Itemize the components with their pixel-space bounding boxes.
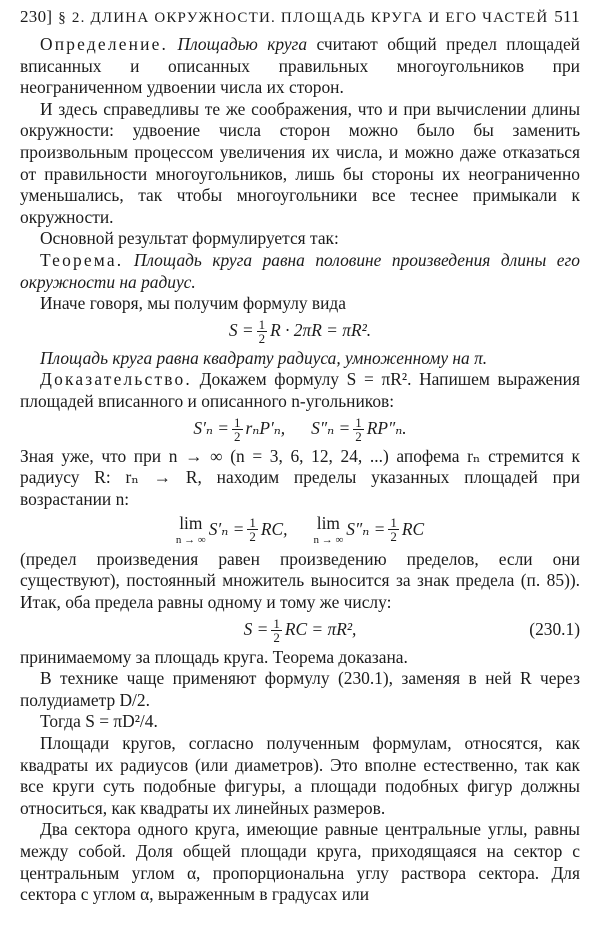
definition-label: Определение. [40, 34, 169, 54]
formula-area [20, 318, 580, 345]
fraction-half [257, 318, 268, 345]
paragraph-8: Тогда S = πD²/4. [40, 711, 158, 732]
inscribed-lhs: S′ₙ = [193, 418, 230, 439]
formula-area-lhs: S = [228, 320, 254, 341]
fraction-half [271, 617, 282, 644]
fraction-denominator: 2 [273, 629, 280, 645]
fraction-numerator: 1 [234, 414, 241, 430]
circumscribed-rhs: RP″ₙ. [366, 418, 407, 439]
proof-text: Докажем формулу S = πR². Напишем выражения площадей вписанного и описанного n-угольников: [20, 369, 580, 411]
limit-circumscribed-rhs: RC [401, 518, 425, 539]
paragraph-7: В технике чаще применяют формулу (230.1), заменяя в ней R через полудиаметр D/2. [20, 668, 580, 710]
formula-final-rhs: RC = πR², [284, 619, 357, 640]
limit-subscript: n → ∞ [313, 533, 344, 546]
fraction-numerator: 1 [390, 515, 397, 531]
fraction-numerator: 1 [249, 515, 256, 531]
proof-label: Доказательство. [40, 369, 192, 390]
italic-statement-text: Площадь круга равна квадрату радиуса, умноженному на π. [40, 347, 488, 368]
section-number: 230] [20, 7, 53, 26]
limit-circumscribed-lhs: S″ₙ = [346, 518, 386, 539]
fraction-half [353, 416, 364, 443]
paragraph-5: (предел произведения равен произведению пределов, если они существуют), постоянный множитель выносится за знак предела (п. 85)). Итак, оба предела равны одному и тому же числу: [20, 548, 580, 613]
circumscribed-lhs: S″ₙ = [311, 418, 351, 439]
definition-paragraph [20, 34, 580, 99]
fraction-numerator: 1 [258, 316, 266, 332]
limit-operator [313, 513, 343, 546]
formula-230-1 [20, 617, 580, 644]
limit-inscribed-lhs: S′ₙ = [208, 518, 245, 539]
fraction-denominator: 2 [234, 428, 241, 444]
paragraph-6: принимаемому за площадь круга. Теорема доказана. [20, 646, 408, 667]
theorem-label: Теорема. [40, 249, 124, 270]
theorem-text: Площадь круга равна половине произведения длины его окружности на радиус. [20, 249, 580, 292]
limit-subscript: n → ∞ [175, 533, 206, 546]
paragraph-2: Основной результат формулируется так: [40, 228, 339, 249]
fraction-half [232, 416, 243, 443]
equation-number: (230.1) [529, 619, 580, 640]
formula-limits [20, 513, 580, 546]
definition-text: считают общий предел площадей вписанных и описанных правильных многоугольников при неограниченном удвоении числа их сторон. [20, 34, 580, 98]
fraction-denominator: 2 [390, 529, 397, 545]
running-header [20, 6, 580, 34]
page-number: 511 [554, 7, 580, 26]
italic-statement [20, 348, 580, 370]
fraction-half [247, 516, 258, 543]
paragraph-4: Зная уже, что при n → ∞ (n = 3, 6, 12, 24, ...) апофема rₙ стремится к радиусу R: rₙ → R, находим пределы указанных площадей при возрастании n: [20, 445, 580, 509]
inscribed-rhs: rₙP′ₙ, [245, 418, 286, 439]
formula-polygon-areas [20, 416, 580, 443]
fraction-denominator: 2 [249, 529, 256, 545]
limit-inscribed-rhs: RC, [260, 518, 288, 539]
fraction-denominator: 2 [355, 428, 362, 444]
paragraph-3: Иначе говоря, мы получим формулу вида [40, 293, 346, 314]
limit-word: lim [316, 513, 340, 534]
fraction-numerator: 1 [273, 615, 280, 631]
paragraph-9: Площади кругов, согласно полученным формулам, относятся, как квадраты их радиусов (или диаметров). Это вполне естественно, так как все круги суть подобные фигуры, а площади подобных фигур должны относиться, как квадраты их линейных размеров. [20, 733, 580, 818]
theorem-paragraph [20, 250, 580, 293]
fraction-half [388, 516, 399, 543]
limit-word: lim [179, 513, 203, 534]
limit-operator [176, 513, 206, 546]
formula-area-rhs: R · 2πR = πR². [270, 320, 372, 341]
formula-final-lhs: S = [243, 619, 269, 640]
definition-term: Площадью круга [177, 34, 308, 54]
proof-paragraph [20, 369, 580, 412]
fraction-numerator: 1 [355, 414, 362, 430]
paragraph-10: Два сектора одного круга, имеющие равные центральные углы, равны между собой. Доля общей площади круга, приходящаяся на сектор с центральным углом α, пропорциональна углу раствора сектора. Для сектора с углом α, выраженным в градусах или [20, 819, 580, 905]
fraction-denominator: 2 [258, 330, 266, 346]
paragraph-1: И здесь справедливы те же соображения, что и при вычислении длины окружности: удвоение числа сторон можно было бы заменить произвольным процессом увеличения их числа, и можно даже отказаться от правильности многоугольников, лишь бы стороны их неограниченно уменьшались, так чтобы многоугольники все теснее примыкали к окружности. [20, 98, 580, 227]
running-title: § 2. ДЛИНА ОКРУЖНОСТИ. ПЛОЩАДЬ КРУГА И ЕГО ЧАСТЕЙ [58, 10, 549, 26]
